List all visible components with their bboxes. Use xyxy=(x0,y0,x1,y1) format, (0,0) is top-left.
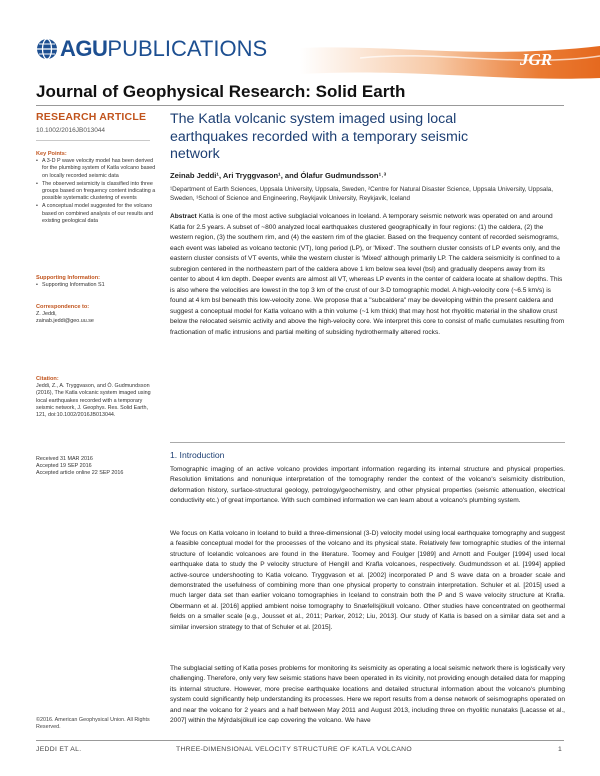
key-points-heading: Key Points: xyxy=(36,151,67,157)
sidebar-divider xyxy=(36,140,150,141)
abstract xyxy=(170,212,565,338)
jgr-banner xyxy=(300,44,600,82)
accepted-date: Accepted 19 SEP 2016 xyxy=(36,463,92,470)
doi: 10.1002/2016JB013044 xyxy=(36,127,106,134)
section-heading: 1. Introduction xyxy=(170,450,225,460)
intro-paragraph-2 xyxy=(170,529,565,633)
key-points-list xyxy=(36,158,156,225)
supporting-item[interactable]: • Supporting Information S1 xyxy=(36,282,156,289)
intro-paragraph-1 xyxy=(170,465,565,507)
article-dates xyxy=(36,456,156,478)
running-title: THREE-DIMENSIONAL VELOCITY STRUCTURE OF KATLA VOLCANO xyxy=(176,746,412,753)
article-type: RESEARCH ARTICLE xyxy=(36,111,147,123)
agu-wordmark: AGU xyxy=(60,36,108,61)
affiliations: ¹Department of Earth Sciences, Uppsala University, Uppsala, Sweden, ²Centre for Natural Disaster Science, Uppsala University, Uppsala, Sweden, ³School of Science and Engineering, Reykjavik University, Reykjavik, Iceland xyxy=(170,186,553,202)
key-point-item: • A 3-D P wave velocity model has been derived for the plumbing system of Katla volcano based on locally recorded seismic data xyxy=(36,158,156,180)
page-number: 1 xyxy=(558,746,562,753)
abstract-divider xyxy=(170,442,565,443)
citation-text: Jeddi, Z., A. Tryggvason, and Ó. Gudmundsson (2016), The Katla volcanic system imaged using local earthquakes recorded with a temporary seismic network, J. Geophys. Res. Solid Earth, 121, doi:10.1002/2016JB013044. xyxy=(36,383,151,419)
copyright: ©2016. American Geophysical Union. All Rights Reserved. xyxy=(36,717,150,731)
article-title: The Katla volcanic system imaged using local earthquakes recorded with a temporary seismic network xyxy=(170,111,469,162)
key-points xyxy=(36,151,156,226)
citation xyxy=(36,376,156,419)
abstract-text: Katla is one of the most active subglacial volcanoes in Iceland. A temporary seismic network was operated on and around Katla for 2.5 years. A subset of ~800 analyzed local earthquakes clustered geographically in four regions: (1) the caldera, (2) the western region, (3) the southern rim, and (4) the eastern rim of the glacier. Based on the frequency content of recorded seismograms, each event was labeled as volcano tectonic (VT), long period (LP), or 'Mixed'. The southern cluster consists of LP events only, and the eastern cluster consists of VT events, while the western cluster is 'Mixed' although primarily LP. The caldera seismicity is confined to a subregion centered in the northeastern part of the caldera above 1 km below sea level (bsl) and gradually deepens away from its center to about 4 km depth. Deeper events are almost all VT, whereas LP events in the center of caldera locate at shallow depths. This is also where the velocities are lowest in the top 3 km of the crust of our 3-D tomographic model. A high-velocity core (~6.5 km/s) is found at 4 km bsl beneath this low-velocity zone. We propose that a "subcaldera" may be developing within the present caldera and suggest a conceptual model for Katla volcano with a thin volume (~1 km thick) that may host hot rhyolitic material in the shallow crust below the relocated seismic activity and above the high-velocity core. We interpret this core to consist of mafic cumulates resulting from fractionation of mafic intrusions and partial melting of subsiding hydrothermally altered rocks. xyxy=(170,213,565,336)
correspondence xyxy=(36,304,156,326)
correspondence-name: Z. Jeddi, xyxy=(36,311,57,318)
journal-title: Journal of Geophysical Research: Solid Earth xyxy=(36,82,406,101)
abstract-label: Abstract xyxy=(170,213,197,220)
key-point-item: • The observed seismicity is classified into three groups based on frequency content indicating a possible systematic clustering of events xyxy=(36,181,156,203)
agu-logo xyxy=(36,36,267,62)
header-divider xyxy=(36,105,564,106)
correspondence-heading: Correspondence to: xyxy=(36,304,90,310)
intro-paragraph-3 xyxy=(170,664,565,726)
received-date: Received 31 MAR 2016 xyxy=(36,456,93,462)
paragraph-text: The subglacial setting of Katla poses problems for monitoring its seismicity as operating a local seismic network there is logistically very challenging. Therefore, only very few seismic stations have been operated in its vicinity, not providing enough detailed data for mapping its internal structure. However, more precise earthquake locations and detailed structural information about the volcano's plumbing system could significantly help understanding its processes. Here we report results from a dense network of seismographs operated on and near the volcano for 2 years and a half between May 2011 and August 2013, including three on rhyolitic nunataks [Lacasse et al., 2007] within the Mýrdalsjökull ice cap covering the volcano. We have xyxy=(170,665,565,725)
paragraph-text: We focus on Katla volcano in Iceland to build a three-dimensional (3-D) velocity model using local earthquake tomography and suggest a feasible conceptual model for the processes of the volcano and its physical state. Relatively few tomographic studies of the internal structure of Icelandic volcanoes are found in the literature. Toomey and Foulger [1989] and Arnott and Foulger [1994] used local earthquake data to study the P velocity structure of Hengill and Krafla volcanoes, respectively. Gudmundsson et al. [1994] applied active-source undershooting to Katla volcano. Tryggvason et al. [2002] incorporated P and S wave data on a broader scale and demonstrated the usefulness of combining more than one physical property to constrain interpretation. Schuler et al. [2015] used a much larger data set than earlier volcano tomographies in Iceland to constrain both the P and S wave velocity structure at Krafla. Obermann et al. [2016] applied ambient noise tomography to Snæfellsjökull volcano. Other studies have concentrated on geothermal fields on a smaller scale [e.g., Jousset et al., 2011; Parker, 2012; Liu, 2013]. Our study of Katla is based on a similar data set and a similar inversion strategy to that of Schuler et al. [2015]. xyxy=(170,530,565,631)
supporting-information xyxy=(36,275,156,290)
footer-divider xyxy=(36,740,564,741)
paragraph-text: Tomographic imaging of an active volcano provides important information regarding its internal structure and physical properties. Resolution limitations and nonunique interpretation of the tomography render the context of the volcano's seismicity distribution, deformation history, surface-structural geology, petrology/geochemistry, and other physical properties (seismic attenuation, electrical conductivity etc.) of great importance. With such combined information we can learn about a volcano's plumbing system. xyxy=(170,466,565,505)
correspondence-email[interactable]: zainab.jeddi@geo.uu.se xyxy=(36,318,94,325)
online-date: Accepted article online 22 SEP 2016 xyxy=(36,470,124,477)
globe-icon xyxy=(36,38,58,60)
jgr-logo: JGR xyxy=(520,50,553,69)
authors: Zeinab Jeddi¹, Ari Tryggvason¹, and Ólafur Gudmundsson¹˒³ xyxy=(170,171,387,180)
citation-heading: Citation: xyxy=(36,376,59,382)
publications-wordmark: PUBLICATIONS xyxy=(107,36,268,61)
key-point-item: • A conceptual model suggested for the volcano based on combined analysis of our results and existing geological data xyxy=(36,203,156,225)
footer-authors: JEDDI ET AL. xyxy=(36,746,82,753)
supporting-heading: Supporting Information: xyxy=(36,275,101,281)
